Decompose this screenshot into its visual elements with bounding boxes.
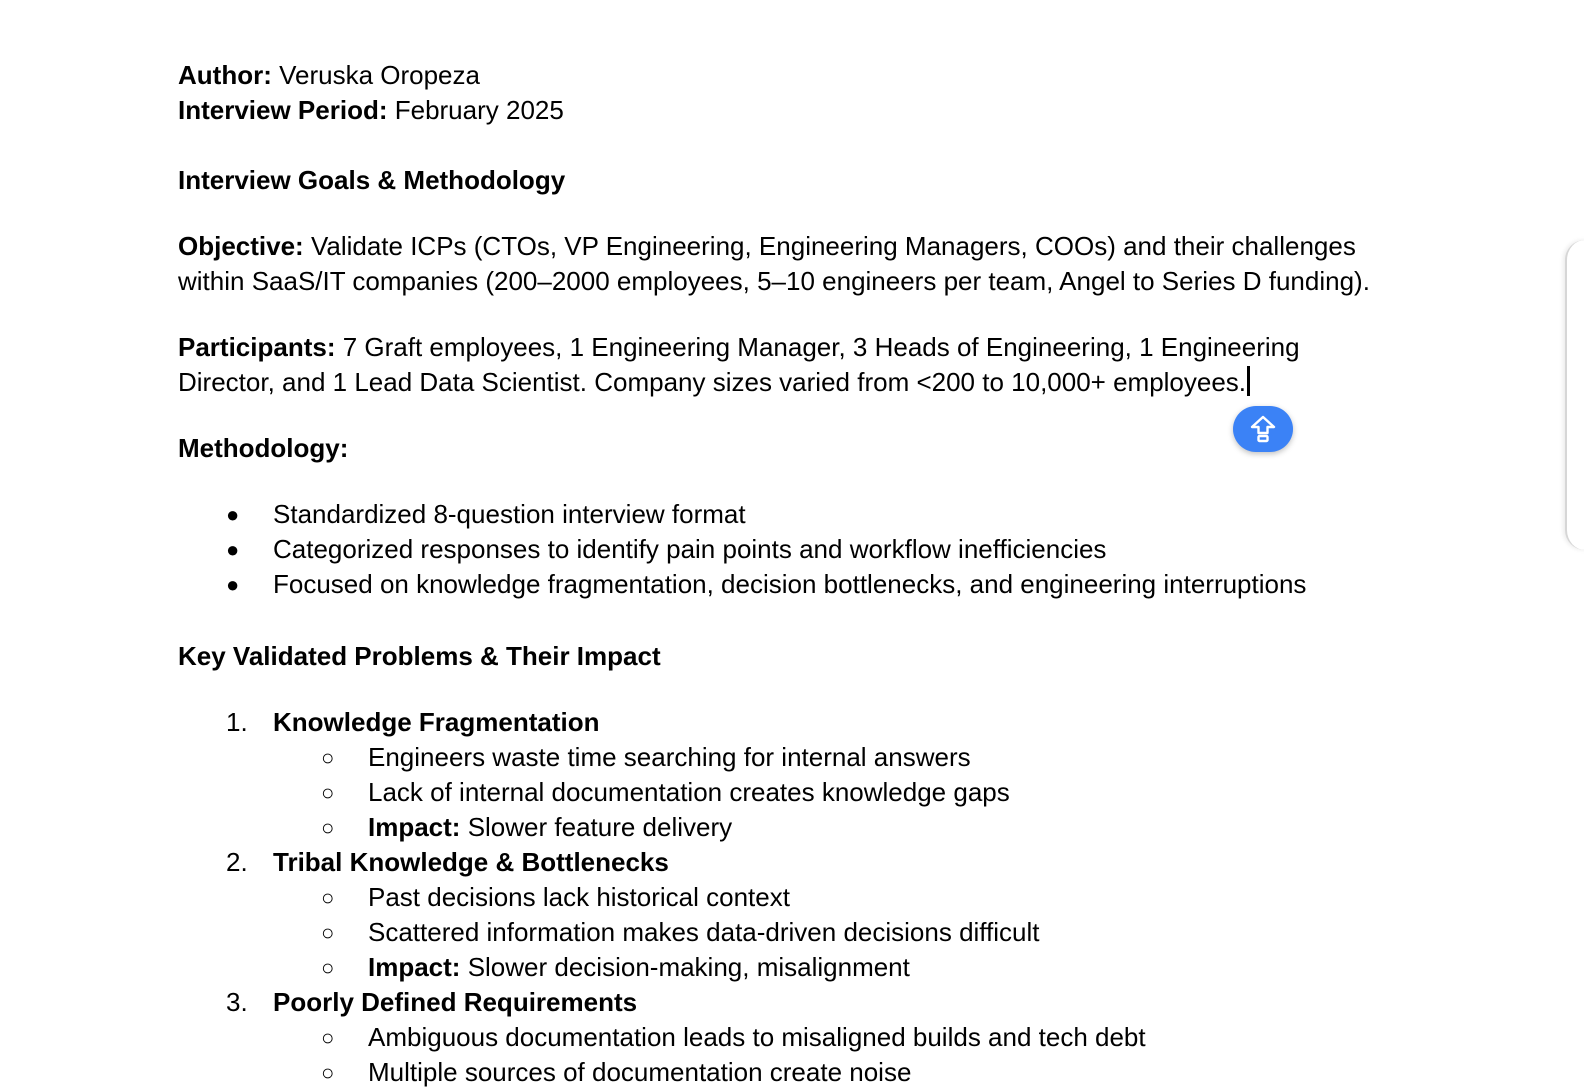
participants-text-2: Director, and 1 Lead Data Scientist. Company sizes varied from <200 to 10,000+ employees. (178, 367, 1247, 397)
bullet-icon: ● (226, 537, 240, 562)
problems-list (178, 705, 1418, 1088)
circle-bullet-icon: ○ (321, 1025, 335, 1050)
impact-text: Slower decision-making, misalignment (460, 952, 910, 982)
bullet-icon: ● (226, 502, 240, 527)
sub-list-item (178, 1020, 1418, 1055)
section-heading-problems: Key Validated Problems & Their Impact (178, 641, 661, 671)
author-value: Veruska Oropeza (271, 60, 480, 90)
author-label: Author: (178, 60, 272, 90)
problem-title: Knowledge Fragmentation (273, 707, 600, 737)
sub-list-text: Ambiguous documentation leads to misaligned builds and tech debt (368, 1022, 1146, 1052)
problem-title-row (178, 705, 1418, 740)
circle-bullet-icon: ○ (321, 815, 335, 840)
sub-list-item (178, 810, 1418, 845)
period-value: February 2025 (387, 95, 564, 125)
impact-label: Impact: (368, 812, 461, 842)
problem-title-row (178, 845, 1418, 880)
problem-title-row (178, 985, 1418, 1020)
objective-label: Objective: (178, 231, 304, 261)
problem-title: Tribal Knowledge & Bottlenecks (273, 847, 669, 877)
objective-paragraph (178, 229, 1418, 299)
problem-title: Poorly Defined Requirements (273, 987, 638, 1017)
circle-bullet-icon: ○ (321, 780, 335, 805)
sub-list-text: Lack of internal documentation creates knowledge gaps (368, 777, 1010, 807)
author-line (178, 58, 1418, 93)
upload-fab-button[interactable] (1233, 406, 1293, 452)
list-number: 2. (226, 847, 248, 877)
impact-text: Slower feature delivery (460, 812, 733, 842)
impact-label: Impact: (368, 952, 461, 982)
sub-list-item (178, 880, 1418, 915)
circle-bullet-icon: ○ (321, 885, 335, 910)
document-body[interactable] (178, 58, 1418, 1088)
list-item-text: Focused on knowledge fragmentation, decision bottlenecks, and engineering interruptions (273, 569, 1307, 599)
sub-list-item (178, 950, 1418, 985)
list-number: 1. (226, 707, 248, 737)
period-label: Interview Period: (178, 95, 388, 125)
upload-arrow-icon (1249, 414, 1277, 444)
list-item (178, 567, 1418, 602)
sub-list-item (178, 740, 1418, 775)
circle-bullet-icon: ○ (321, 745, 335, 770)
bullet-icon: ● (226, 572, 240, 597)
sub-list-item (178, 775, 1418, 810)
circle-bullet-icon: ○ (321, 955, 335, 980)
list-item-text: Categorized responses to identify pain points and workflow inefficiencies (273, 534, 1107, 564)
list-item (178, 532, 1418, 567)
impact-line (368, 810, 732, 845)
list-item (178, 497, 1418, 532)
impact-line (368, 950, 910, 985)
sub-list-item (178, 1055, 1418, 1088)
interview-period-line (178, 93, 1418, 128)
participants-text-1: 7 Graft employees, 1 Engineering Manager, 3 Heads of Engineering, 1 Engineering (335, 332, 1300, 362)
list-item-text: Standardized 8-question interview format (273, 499, 746, 529)
sub-list-text: Scattered information makes data-driven decisions difficult (368, 917, 1040, 947)
sub-list-text: Past decisions lack historical context (368, 882, 790, 912)
participants-paragraph (178, 330, 1418, 400)
side-panel-edge[interactable] (1565, 240, 1584, 550)
circle-bullet-icon: ○ (321, 1060, 335, 1085)
section-heading-goals: Interview Goals & Methodology (178, 165, 566, 195)
participants-label: Participants: (178, 332, 336, 362)
sub-list-text: Engineers waste time searching for internal answers (368, 742, 971, 772)
list-number: 3. (226, 987, 248, 1017)
sub-list-text: Multiple sources of documentation create noise (368, 1057, 912, 1087)
circle-bullet-icon: ○ (321, 920, 335, 945)
sub-list-item (178, 915, 1418, 950)
methodology-list (178, 497, 1418, 602)
objective-text-1: Validate ICPs (CTOs, VP Engineering, Engineering Managers, COOs) and their challenges (303, 231, 1356, 261)
methodology-label: Methodology: (178, 433, 349, 463)
text-cursor (1247, 366, 1250, 396)
objective-text-2: within SaaS/IT companies (200–2000 employees, 5–10 engineers per team, Angel to Series D funding). (178, 266, 1370, 296)
